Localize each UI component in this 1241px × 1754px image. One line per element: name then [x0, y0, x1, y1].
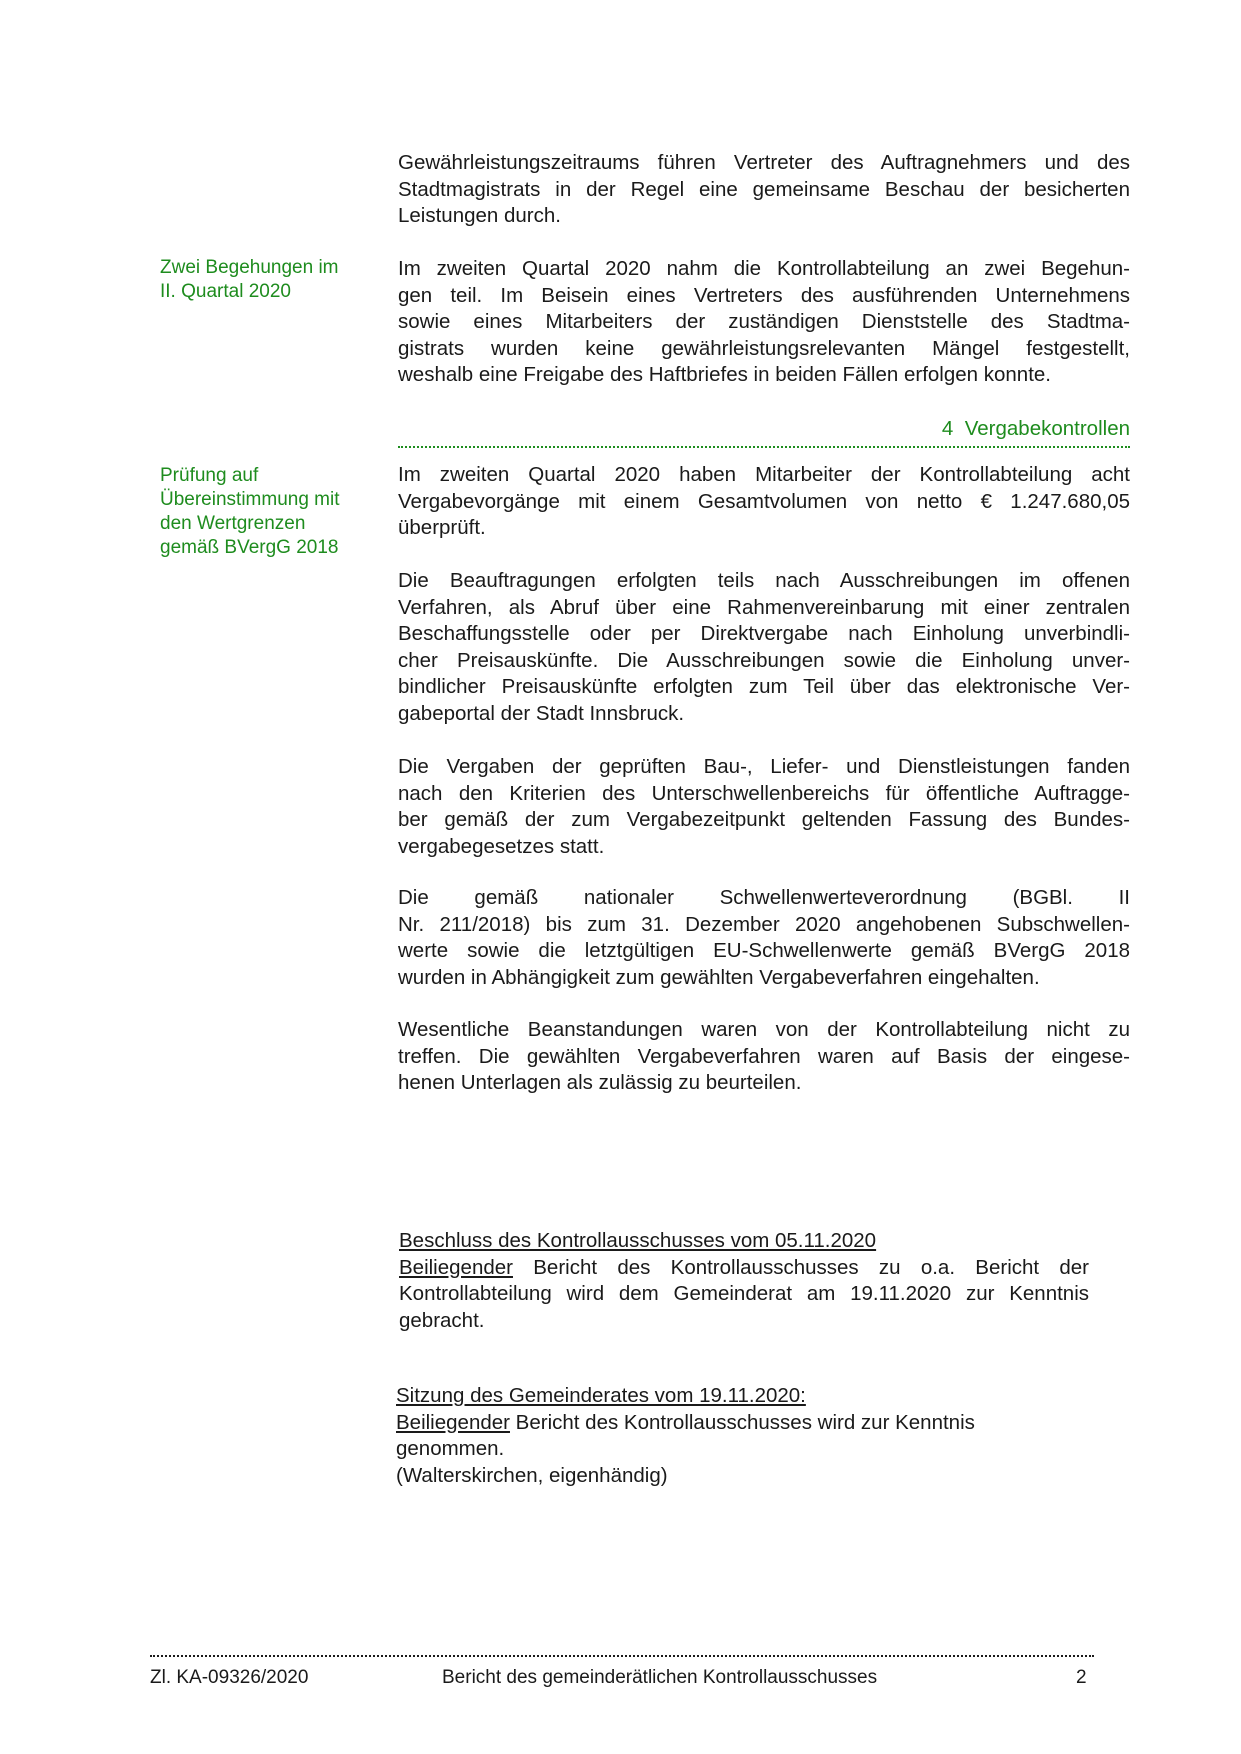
text-line: cher Preisauskünfte. Die Ausschreibungen sowie die Einholung unver- — [398, 648, 1130, 672]
section-title: Vergabekontrollen — [964, 417, 1130, 440]
council-session-heading: Sitzung des Gemeinderates vom 19.11.2020: — [396, 1384, 806, 1407]
text-line: gabeportal der Stadt Innsbruck. — [398, 701, 685, 725]
committee-resolution-line — [399, 1255, 1089, 1282]
margin-note-line: den Wertgrenzen — [160, 513, 306, 534]
text-line: Beschaffungsstelle oder per Direktvergabe nach Einholung unverbindli- — [398, 622, 1130, 645]
text-line: bindlicher Preisauskünfte erfolgten zum Teil über das elektronische Ver- — [398, 675, 1130, 698]
margin-note-line: Übereinstimmung mit — [160, 489, 340, 510]
text-line: gistrats wurden keine gewährleistungsrelevanten Mängel festgestellt, — [398, 336, 1130, 360]
footer-divider — [150, 1655, 1094, 1657]
margin-note-threshold-check — [160, 464, 375, 560]
footer-reference: Zl. KA-09326/2020 — [150, 1667, 309, 1688]
underlined-word: Beiliegender — [396, 1410, 510, 1434]
text-line: henen Unterlagen als zulässig zu beurteilen. — [398, 1071, 802, 1094]
text-line: überprüft. — [398, 516, 486, 539]
text-line: Im zweiten Quartal 2020 nahm die Kontrollabteilung an zwei Begehun- — [398, 257, 1130, 280]
footer-title: Bericht des gemeinderätlichen Kontrollausschusses — [442, 1667, 878, 1688]
text-line: ber gemäß der zum Vergabezeitpunkt geltenden Fassung des Bundes- — [398, 808, 1130, 831]
text-line: nach den Kriterien des Unterschwellenbereichs für öffentliche Auftragge- — [398, 781, 1130, 805]
section-divider — [398, 446, 1130, 448]
paragraph-commissioning — [398, 568, 1130, 727]
council-session — [396, 1383, 1096, 1489]
council-session-signature: (Walterskirchen, eigenhändig) — [396, 1463, 668, 1487]
underlined-word: Beiliegender — [399, 1255, 513, 1279]
paragraph-procurement-volume — [398, 462, 1130, 542]
section-number: 4 — [941, 417, 954, 440]
paragraph-thresholds — [398, 885, 1130, 991]
margin-note-line: Prüfung auf — [160, 465, 259, 486]
text-line: werte sowie die letztgültigen EU-Schwellenwerte gemäß BVergG 2018 — [398, 939, 1130, 962]
text-line: Verfahren, als Abruf über eine Rahmenvereinbarung mit einer zentralen — [398, 595, 1130, 619]
council-session-line — [396, 1410, 1096, 1437]
committee-resolution-line: gebracht. — [399, 1308, 485, 1332]
text-line: Die gemäß nationaler Schwellenwerteverordnung (BGBl. II — [398, 886, 1130, 909]
text-line: Die Vergaben der geprüften Bau-, Liefer- und Dienstleistungen fanden — [398, 755, 1130, 778]
council-session-line: genommen. — [396, 1437, 505, 1460]
text-fragment: Bericht des Kontrollausschusses wird zur Kenntnis — [509, 1410, 975, 1434]
text-line: vergabegesetzes statt. — [398, 834, 605, 858]
text-line: Die Beauftragungen erfolgten teils nach Ausschreibungen im offenen — [398, 569, 1130, 592]
paragraph-warranty-intro — [398, 150, 1130, 230]
text-line: gen teil. Im Beisein eines Vertreters des ausführenden Unternehmens — [398, 283, 1130, 307]
text-line: treffen. Die gewählten Vergabeverfahren waren auf Basis der eingese- — [398, 1044, 1130, 1068]
paragraph-award-criteria — [398, 754, 1130, 860]
paragraph-conclusion — [398, 1017, 1130, 1097]
margin-note-inspections — [160, 256, 375, 304]
footer-page-number: 2 — [1076, 1667, 1087, 1688]
text-line: Leistungen durch. — [398, 204, 561, 227]
margin-note-line: Zwei Begehungen im — [160, 257, 339, 278]
text-line: Wesentliche Beanstandungen waren von der Kontrollabteilung nicht zu — [398, 1018, 1130, 1041]
committee-resolution-heading: Beschluss des Kontrollausschusses vom 05.11.2020 — [399, 1229, 877, 1252]
committee-resolution-line: Kontrollabteilung wird dem Gemeinderat am 19.11.2020 zur Kenntnis — [399, 1282, 1089, 1305]
text-line: weshalb eine Freigabe des Haftbriefes in beiden Fällen erfolgen konnte. — [398, 363, 1051, 386]
text-line: sowie eines Mitarbeiters der zuständigen Dienststelle des Stadtma- — [398, 310, 1130, 333]
section-heading — [398, 416, 1130, 442]
paragraph-inspections — [398, 256, 1130, 389]
committee-resolution — [399, 1228, 1089, 1334]
text-line: wurden in Abhängigkeit zum gewählten Vergabeverfahren eingehalten. — [398, 965, 1040, 989]
margin-note-line: II. Quartal 2020 — [160, 281, 291, 302]
margin-note-line: gemäß BVergG 2018 — [160, 537, 339, 558]
text-fragment: Bericht des Kontrollausschusses zu o.a. Bericht der — [512, 1255, 1089, 1279]
text-line: Vergabevorgänge mit einem Gesamtvolumen von netto € 1.247.680,05 — [398, 489, 1130, 513]
text-line: Gewährleistungszeitraums führen Vertreter des Auftragnehmers und des — [398, 151, 1130, 174]
text-line: Nr. 211/2018) bis zum 31. Dezember 2020 angehobenen Subschwellen- — [398, 912, 1130, 936]
text-line: Im zweiten Quartal 2020 haben Mitarbeiter der Kontrollabteilung acht — [398, 463, 1130, 486]
text-line: Stadtmagistrats in der Regel eine gemeinsame Beschau der besicherten — [398, 177, 1130, 201]
